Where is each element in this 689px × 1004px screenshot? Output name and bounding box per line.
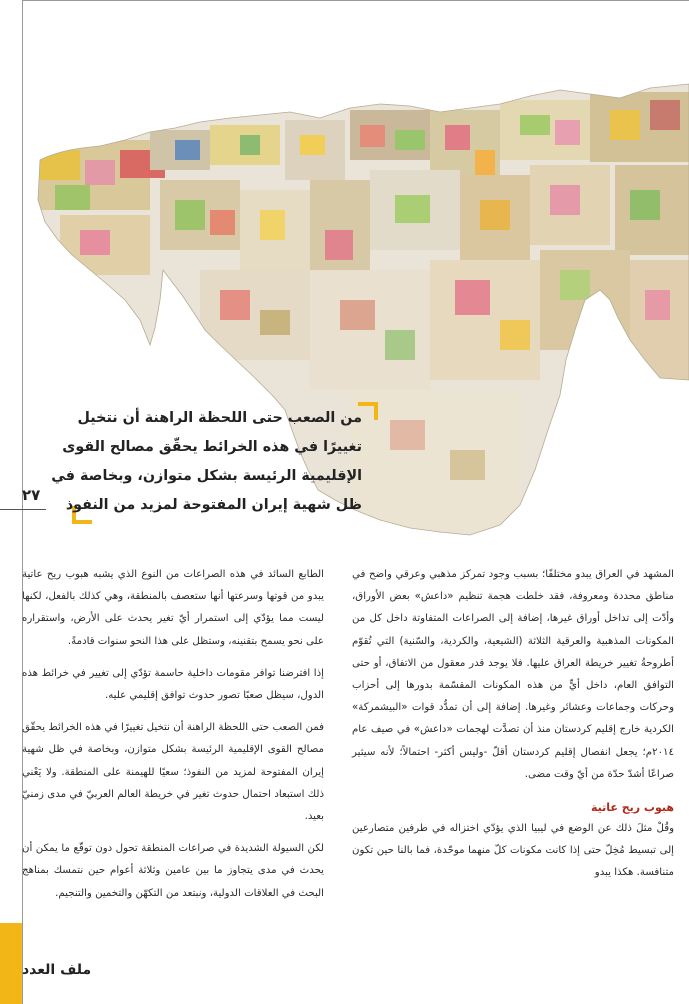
text-column-left <box>22 564 324 905</box>
body-paragraph: وقُلْ مثلَ ذلك عن الوضع في ليبيا الذي يؤدّي اختزاله في طرفين متصارعين إلى تبسيط مُخِلّ حتى إذا كانت مكونات كلّ منهما موحّدة، فما بالنا حين تكون متنافسة. هكذا يبدو <box>352 823 674 879</box>
page-number-rule <box>0 509 46 510</box>
pull-quote-line: من الصعب حتى اللحظة الراهنة أن نتخيل <box>77 410 362 426</box>
section-label: ملف العدد <box>22 962 92 978</box>
section-tab <box>0 923 22 1004</box>
body-paragraph: فمن الصعب حتى اللحظة الراهنة أن نتخيل تغييرًا في هذه الخرائط يحقّق مصالح القوى الإقليمية الرئيسة بشكل متوازن، وبخاصة في ظل شهية إيران المفتوحة لمزيد من النفوذ؛ سعيًا للهيمنة على المنطقة. ولا يَعْني ذلك استبعاد احتمال حدوث تغير في خريطة العالم العربيّ في مدى زمنيّ بعيد. <box>22 722 324 823</box>
text-column-right <box>352 564 674 885</box>
pull-quote-line: الإقليمية الرئيسة بشكل متوازن، وبخاصة في <box>51 468 362 484</box>
pull-quote <box>51 402 382 524</box>
pull-quote-line: ظل شهية إيران المفتوحة لمزيد من النفوذ <box>65 497 362 513</box>
pull-quote-line: تغييرًا في هذه الخرائط يحقّق مصالح القوى <box>62 439 362 455</box>
section-subheading: هبوب ريح عاتية <box>590 801 674 815</box>
body-paragraph: إذا افترضنا توافر مقومات داخلية حاسمة تؤدّي إلى تغيير في خرائط هذه الدول، سيظل صعبًا تصور حدوث توافق إقليمي عليه. <box>22 667 324 702</box>
body-paragraph: المشهد في العراق يبدو مختلفًا؛ بسبب وجود تمركز مذهبي وعرقي واضح في مناطق محددة ومعروفة، فقد خلطت هجمة تنظيم «داعش» بعض الأوراق، وأدّت إلى تداخل أوراق غيرها، إضافة إلى الصراعات المتفاوتة داخل كل من المكونات المذهبية والعرقية الثلاثة (الشيعية، والكردية، والسّنية) التي تُقوّم أطروحةُ تغيير خريطة العراق عليها. فلا يوجد قدر معقول من الاتفاق، أو حتى التوافق العام، داخل أيٍّ من هذه المكونات المقسّمة بدورها إلى أحزاب وحركات وجماعات وعشائر وغيرها. إضافة إلى أن تمدُّد قوات «البيشمركة» الكردية خارج إقليم كردستان منذ أن تصدَّت لهجمات «داعش» في صيف عام ٢٠١٤م؛ يجعل انفصال إقليم كردستان أقلّ -وليس أكثر- احتمالاً؛ لأنه سيثير صراعًا أشدّ حدّة من أيّ وقت مضى. <box>352 569 674 780</box>
body-paragraph: الطابع السائد في هذه الصراعات من النوع الذي يشبه هبوب ريح عاتية يبدو من قوتها وسرعتها أنها ستعصف بالمنطقة، وهي كذلك بالفعل، لكنها ليست مما يؤدّي إلى استمرار أيّ تغير يحدث على الأرض، واستقراره على نحو يسمح بتقنينه، وستظل على هذا النحو سنوات قادمةً. <box>22 569 324 647</box>
page-number: ٢٧ <box>22 486 41 504</box>
body-paragraph: لكن السيولة الشديدة في صراعات المنطقة تحول دون توقّع ما يمكن أن يحدث في مدى يتجاوز ما بين عامين وثلاثة أعوام حين نتمسك بمناهج البحث في العلاقات الدولية، ونبتعد من التكهّن والتخمين والتنجيم. <box>22 843 324 899</box>
